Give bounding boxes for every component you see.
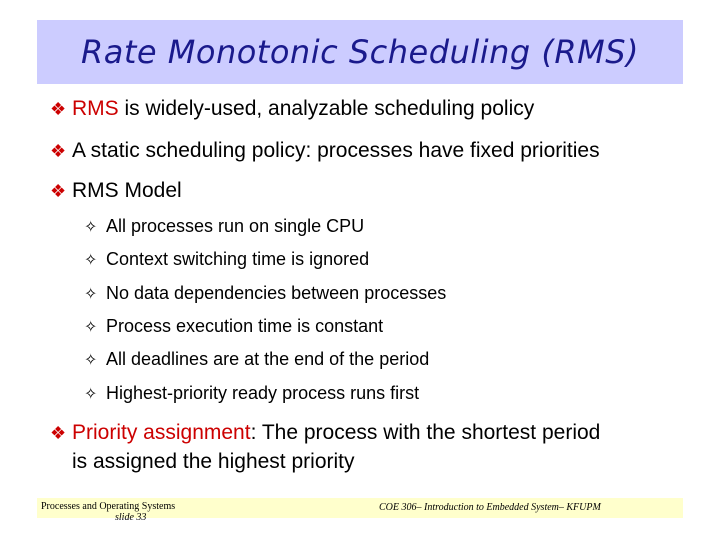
- diamond-bullet-icon: ❖: [50, 423, 67, 443]
- title-banner: [37, 20, 683, 84]
- sub-item: ✧ All deadlines are at the end of the period: [84, 348, 429, 372]
- sub-item: ✧ No data dependencies between processes: [84, 282, 446, 306]
- footer-course-topic: Processes and Operating Systems: [41, 501, 176, 512]
- highlight-priority-assignment: Priority assignment: [72, 421, 251, 444]
- diamond-bullet-icon: ❖: [50, 181, 67, 201]
- four-point-star-icon: ✧: [84, 252, 98, 269]
- slide-title: Rate Monotonic Scheduling (RMS): [81, 33, 639, 71]
- sub-item: ✧ Context switching time is ignored: [84, 248, 369, 272]
- sub-item: ✧ All processes run on single CPU: [84, 215, 364, 239]
- bullet-text: RMS Model: [72, 179, 182, 202]
- footer-left: [41, 501, 175, 523]
- diamond-bullet-icon: ❖: [50, 141, 67, 161]
- four-point-star-icon: ✧: [84, 386, 98, 403]
- bullet-text: : The process with the shortest period: [250, 421, 601, 444]
- highlight-rms: RMS: [72, 97, 119, 120]
- four-point-star-icon: ✧: [84, 219, 98, 236]
- footer-course-name: COE 306– Introduction to Embedded System– KFUPM: [379, 502, 601, 513]
- four-point-star-icon: ✧: [84, 286, 98, 303]
- bullet-text-continued: is assigned the highest priority: [72, 450, 355, 473]
- bullet-text: is widely-used, analyzable scheduling policy: [118, 97, 535, 120]
- four-point-star-icon: ✧: [84, 352, 98, 369]
- bullet-text: A static scheduling policy: processes have fixed priorities: [72, 139, 600, 162]
- diamond-bullet-icon: ❖: [50, 99, 67, 119]
- four-point-star-icon: ✧: [84, 319, 98, 336]
- footer-bar: [37, 498, 683, 523]
- sub-item: ✧ Highest-priority ready process runs first: [84, 382, 419, 406]
- slide-number: slide 33: [115, 512, 147, 523]
- sub-item: ✧ Process execution time is constant: [84, 315, 383, 339]
